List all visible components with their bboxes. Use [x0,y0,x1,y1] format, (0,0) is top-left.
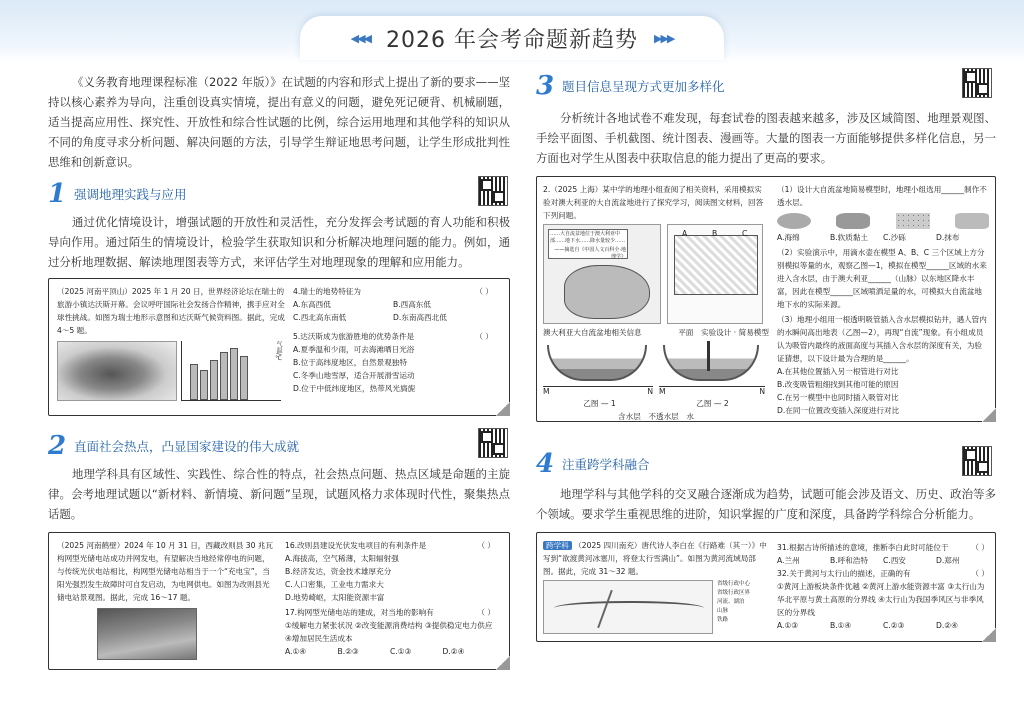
page-fold-corner [982,408,996,422]
figure-2-diagram: M N [659,341,765,387]
question-5: 5.达沃斯成为旅游胜地的优势条件是 [293,332,415,341]
section-title: 强调地理实践与应用 [74,187,187,202]
option: B.位于高纬度地区，自然景观独特 [293,358,407,367]
intro-paragraph: 《义务教育地理课程标准（2022 年版）》在试题的内容和形式上提出了新的要求——坚持以核心素养为导向，注重创设真实情境，提出有意义的问题，避免死记硬背、机械刷题，适当提高应用性、探究性、开放性和综合性试题的比例，综合运用地理和其他学科的知识从不同的角度寻求分析问题、解决问题的方法，引导学生辩证地思考问题，让学生形成批判性思维和创新意识。 [48,75,510,169]
option: C.人口密集，工业电力需求大 [285,580,384,589]
section-number: 2 [48,431,67,461]
section-4-heading [536,450,996,478]
figure-legend: 含水层 不透水层 水 [618,412,694,421]
page-fold-corner [496,656,510,670]
question-4: 4.瑞士的地势特征为 [293,287,361,296]
statement-list: ①缓解电力紧张状况 ②改变能源消费结构 ③提供稳定电力供应 ④增加居民生活成本 [285,621,493,643]
option: C.沙砾 [883,233,906,242]
section-1-text: 通过优化情境设计，增强试题的开放性和灵活性，充分发挥会考试题的育人功能和积极导向作用。通过陌生的情境设计，检验学生获取知识和分析解决地理问题的能力。例如，通过分析地理数据、解读地理图表等方式，来评估学生对地理现象的理解和应用能力。 [48,215,510,269]
option: A.在其他位置插入另一根管进行对比 [777,367,899,376]
section-title: 直面社会热点，凸显国家建设的伟大成就 [74,439,300,454]
option: B.①④ [830,621,852,630]
qr-code-icon[interactable] [478,428,508,458]
section-number: 3 [536,71,555,101]
option: B.软质黏土 [830,233,868,242]
example-card-2 [48,532,510,670]
page-title: 2026 年会考命题新趋势 [386,27,638,53]
example-card-1 [48,278,510,416]
option: D.②④ [442,647,465,656]
yellow-river-map [543,580,713,634]
option: B.经济发达，资金技术雄厚充分 [285,567,392,576]
right-column [536,72,996,642]
option: C.②③ [883,621,905,630]
section-2-text: 地理学科具有区域性、实践性、综合性的特点，社会热点问题、热点区域是命题的主旋律。会考地理试题以“新材料、新情境、新问题”呈现，试题风格力求体现时代性，聚集热点话题。 [48,467,510,521]
answer-bracket: （ ） [971,569,989,578]
option: D.抹布 [936,233,960,242]
label-b: B [712,229,718,238]
question-31: 31.根据古诗所描述的意境，推断李白此时可能位于 [777,543,949,552]
qr-code-icon[interactable] [478,176,508,206]
question-2: （2）实验演示中，用滴水壶在模型 A、B、C 三个区域上方分别模拟等量的水，观察乙图—1，模拟在模型______区域的水来进入含水层，由于澳大利亚______（山脉）以东地区降水丰富，因此在模型______区域喷洒足量的水，可模拟大自流盆地地下水的实际来源。 [777,248,987,309]
answer-bracket: （ ） [477,541,495,550]
answer-bracket: （ ） [477,608,495,617]
map-legend: 省级行政中心 省级行政区界 河流、湖泊 山脉 铁路 [717,581,751,623]
switzerland-terrain-map [57,341,177,401]
option: A.①③ [777,621,799,630]
map-caption: 澳大利亚大自流盆地相关信息 [543,328,642,337]
section-title: 注重跨学科融合 [562,457,650,472]
option: D.东南高西北低 [393,313,447,322]
option: C.西安 [883,556,906,565]
experiment-sketch [667,224,763,324]
option: D.在同一位置改变插入深度进行对比 [777,406,900,415]
gravel-icon [896,213,930,229]
section-2-heading [48,432,510,460]
option: A.兰州 [777,556,800,565]
climate-chart [181,341,281,401]
option: C.西北高东南低 [293,313,347,322]
label-a: A [682,229,688,238]
option: D.地势崎岖，太阳能资源丰富 [285,593,385,602]
left-column [48,72,510,670]
question-17: 17.构网型光储电站的建成，对当地的影响有 [285,608,434,617]
arrows-left-icon: ◀◀◀ [350,31,370,45]
section-number: 4 [536,449,555,479]
section-3-text: 分析统计各地试卷不难发现，每套试卷的图表越来越多，涉及区域简图、地理景观图、手绘平面图、手机截图、统计图表、漫画等。大量的图表一方面能够提供多样化信息，另一方面也对学生从图表中获取信息的能力提出了更高的要求。 [536,111,996,165]
question-32: 32.关于黄河与太行山的描述，正确的有 [777,569,911,578]
header-banner [300,16,724,60]
australia-map [543,224,661,324]
section-number: 1 [48,179,67,209]
figure-2-caption: 乙图 — 2 [696,399,729,408]
option: C.在另一模型中也同时插入吸管对比 [777,393,899,402]
question-stem: 2.（2025 上海）某中学的地理小组查阅了相关资料，采用模拟实验对澳大利亚的大自流盆地进行了探究学习，阅读图文材料，回答下列问题。 [543,185,764,220]
figure-1-diagram: M N [543,341,653,387]
label-c: C [742,229,748,238]
option: D.②④ [936,621,958,630]
option: B.西高东低 [393,300,431,309]
section-1-heading [48,180,510,208]
option: C.①③ [390,647,412,656]
info-note-box: ……大自流盆地位于澳大利亚中部……地下水……降水量较少…… ——摘选自《中国人文百科全·地理学》 [550,231,626,260]
section-3-heading [536,72,996,100]
sketch-caption: 平面 实验设计 · 简易模型 [678,328,769,337]
option: D.位于中低纬度地区，热带风光旖旎 [293,384,416,393]
question-stem: （2025 河南鹤壁）2024 年 10 月 31 日，西藏改则县 30 兆瓦构网型光储电站成功并网发电，有望解决当地经常停电的问题，与传统光伏电站相比，构网型光储电站相当于一个“充电宝”，当阳光强烈发生故障时可自发启动，为电网供电。如图为改则县光储电站景观图。据此，完成 16～17 题。 [57,541,274,602]
chart-unit: 气温/℃ [275,341,282,363]
answer-bracket: （ ） [475,332,493,341]
option: B.②③ [337,647,359,656]
page-fold-corner [982,628,996,642]
question-1: （1）设计大自流盆地简易模型时，地理小组选用______制作不透水层。 [777,185,987,207]
option: A.夏季温和少雨，可去海滩晒日光浴 [293,345,415,354]
cloth-icon [955,213,989,229]
answer-bracket: （ ） [475,287,493,296]
question-stem: （2025 河南平顶山）2025 年 1 月 20 日，世界经济论坛在瑞士的旅游小镇达沃斯开幕。会议呼吁国际社会发扬合作精神，携手应对全球性挑战。如图为瑞士地形示意图和达沃斯气候资料图。据此，完成 4～5 题。 [57,287,285,335]
section-title: 题目信息呈现方式更加多样化 [562,79,725,94]
option: A.海拔高，空气稀薄，太阳辐射强 [285,554,399,563]
answer-bracket: （ ） [971,543,989,552]
option: B.呼和浩特 [830,556,868,565]
arrows-right-icon: ▶▶▶ [653,31,674,45]
option: A.①④ [285,647,307,656]
interdisciplinary-tag: 跨学科 [543,541,572,550]
option: A.海绵 [777,233,800,242]
statement-list: ①黄河上游板块条件优越 ②黄河上游水能资源丰富 ③太行山为华北平原与黄土高原的分界线 ④太行山为我国季风区与非季风区的分界线 [777,582,985,617]
qr-code-icon[interactable] [962,446,992,476]
question-3: （3）地理小组用一根透明吸管插入含水层模拟钻井，遇人管内的水瞬间高出地表（乙图—2），再现“自流”现象。有小组成员认为吸管内最终的液面高度与其插入含水层的深度有关，为验证猜想，以下设计最为合理的是______。 [777,315,987,363]
example-card-3 [536,176,996,422]
sponge-icon [777,213,811,229]
question-16: 16.改则县建设光伏发电项目的有利条件是 [285,541,427,550]
clay-icon [836,213,870,229]
section-4-text: 地理学科与其他学科的交叉融合逐渐成为趋势，试题可能会涉及语文、历史、政治等多个领域。要求学生重视思维的进阶，知识掌握的广度和深度，具备跨学科综合分析能力。 [536,487,996,521]
option: D.郑州 [936,556,960,565]
option: B.改变吸管粗细找到其他可能的原因 [777,380,899,389]
solar-station-photo [97,608,197,660]
page-fold-corner [496,402,510,416]
question-stem: （2025 四川南充）唐代诗人李白在《行路难（其一）》中写到“欲渡黄河冰塞川，将登太行雪满山”。如图为黄河流域局部图。据此，完成 31～32 题。 [543,541,767,576]
option: A.东高西低 [293,300,331,309]
option: C.冬季山地雪厚，适合开展滑雪运动 [293,371,415,380]
example-card-4 [536,532,996,642]
qr-code-icon[interactable] [962,68,992,98]
figure-1-caption: 乙图 — 1 [583,399,616,408]
